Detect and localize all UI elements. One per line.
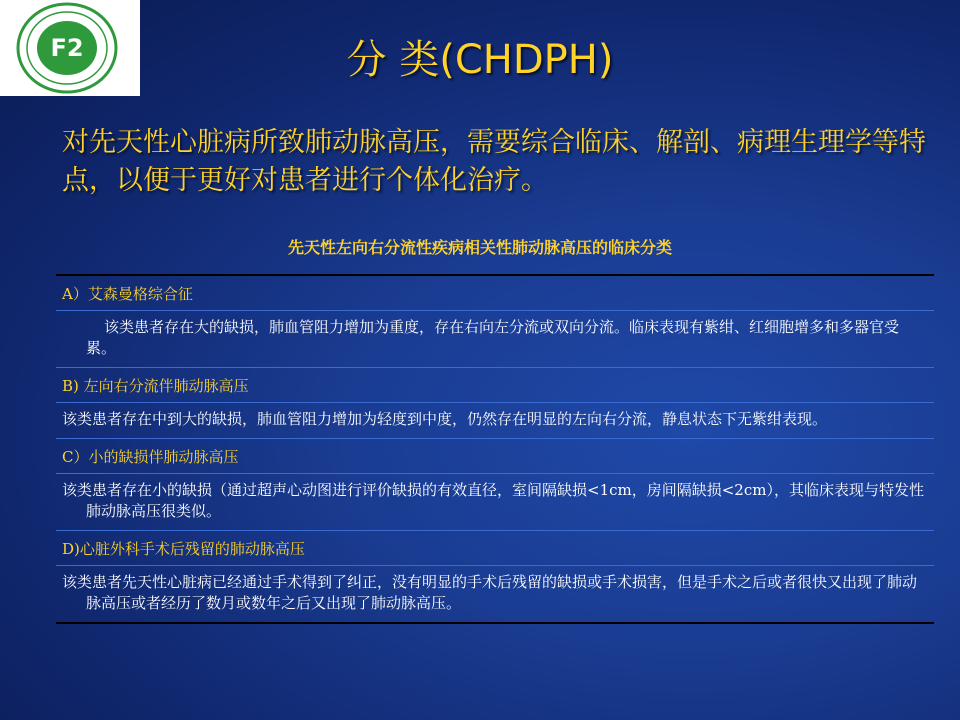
section-c-header: C）小的缺损伴肺动脉高压 [56,438,934,473]
section-c-body: 该类患者存在小的缺损（通过超声心动图进行评价缺损的有效直径，室间隔缺损<1cm，房间隔缺损<2cm），其临床表现与特发性肺动脉高压很类似。 [56,473,934,530]
section-a-header: A）艾森曼格综合征 [62,285,193,303]
section-d-body: 该类患者先天性心脏病已经通过手术得到了纠正，没有明显的手术后残留的缺损或手术损害，但是手术之后或者很快又出现了肺动脉高压或者经历了数月或数年之后又出现了肺动脉高压。 [56,565,934,622]
table-title: 先天性左向右分流性疾病相关性肺动脉高压的临床分类 [287,238,672,257]
section-a-body: 该类患者存在大的缺损，肺血管阻力增加为重度，存在右向左分流或双向分流。临床表现有紫绀、红细胞增多和多器官受累。 [56,310,934,367]
logo-text: F2 [50,34,84,62]
classification-table [56,274,934,624]
slide-title: 分 类(CHDPH) [346,37,614,83]
section-b-body: 该类患者存在中到大的缺损，肺血管阻力增加为轻度到中度，仍然存在明显的左向右分流，静息状态下无紫绀表现。 [56,402,934,438]
intro-text: 对先天性心脏病所致肺动脉高压，需要综合临床、解剖、病理生理学等特点，以便于更好对患者进行个体化治疗。 [62,127,926,196]
section-d-header: D)心脏外科手术后残留的肺动脉高压 [56,530,934,565]
section-b-header: B) 左向右分流伴肺动脉高压 [56,367,934,402]
